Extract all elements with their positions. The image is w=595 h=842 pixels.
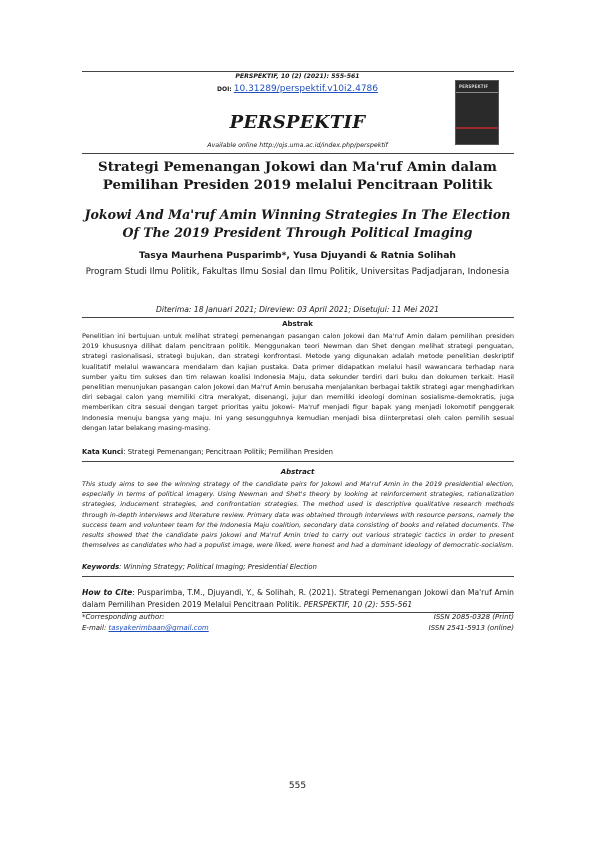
title-en-line2: Of The 2019 President Through Political Imaging	[122, 225, 473, 240]
corresponding-author: *Corresponding author:	[82, 613, 165, 621]
abstract-text-id: Penelitian ini bertujuan untuk melihat strategi pemenangan pasangan calon Jokowi dan Ma'ruf Amin dalam pemilihan presiden 2019 khususnya dilihat dalam pencitraan politik. Menggunakan teori Newman dan Shet dengan melihat strategi penguatan, strategi rasionalisasi, strategi bujukan, dan strategi konfrontasi. Metode yang digunakan adalah metode penelitian deskriptif kualitatif melalui wawancara mendalam dan kajian pustaka. Data primer didapatkan melalui hasil wawancara terhadap nara sumber yaitu tim sukses dan tim relawan koalisi Indonesia Maju, data sekunder terdiri dari buku dan dokumen terkait. Hasil penelitian menunjukan pasangan calon Jokowi dan Ma'ruf Amin berusaha menjalankan berbagai taktik strategi agar menghadirkan diri sebagai calon yang memiliki citra merakyat, disenangi, jujur dan memiliki ideologi dominan sosialisme-demokratis, juga memberikan citra sesuai dengan target prioritas yaitu Jokowi- Ma'ruf menjadi figur bapak yang menjadi lokomotif penggerak Indonesia menuju bangsa yang maju. Ini yang sesungguhnya kemudian menjadi bisa diinterpretasi oleh calon pemilih sesuai dengan latar belakang masing-masing.	[82, 332, 514, 432]
doi-label: DOI:	[216, 86, 232, 93]
abstract-heading-id: Abstrak	[282, 320, 313, 328]
abstract-text-en: This study aims to see the winning strategy of the candidate pairs for Jokowi and Ma'ruf Amin in the 2019 presidential election, especially in terms of political imagery. Using Newman and Shet's theory by looking at reinforcement strategies, rationalization strategies, inducement strategies, and confrontation strategies. The method used is descriptive qualitative research methods through in-depth interviews and literature review. Primary data was obtained through interviews with resource persons, namely the success team and volunteer team for the Indonesia Maju coalition, secondary data consisting of books and related documents. The results showed that the candidate pairs Jokowi and Ma'ruf Amin tried to carry out various strategic tactics in order to present themselves as candidates who had a populist image, were liked, were honest and had a dominant ideology of democratic-socialism.	[82, 480, 514, 550]
doi-link[interactable]: 10.31289/perspektif.v10i2.4786	[233, 84, 379, 94]
keywords-en	[82, 563, 514, 571]
cite-label: How to Cite	[82, 588, 133, 597]
email-line	[82, 624, 209, 632]
authors: Tasya Maurhena Pusparimb*, Yusa Djuyandi & Ratnia Solihah	[139, 250, 456, 261]
keywords-values-id: : Strategi Pemenangan; Pencitraan Politik; Pemilihan Presiden	[123, 448, 333, 456]
abstract-top-rule	[82, 317, 514, 318]
cite-text: : Pusparimba, T.M., Djuyandi, Y., & Solihah, R. (2021). Strategi Pemenangan Jokowi dan Ma'ruf Amin dalam Pemilihan Presiden 2019 Melalui Pencitraan Politik.	[82, 588, 514, 609]
journal-citation: PERSPEKTIF, 10 (2) (2021): 555-561	[235, 73, 360, 80]
cite-journal: PERSPEKTIF, 10 (2): 555-561	[303, 599, 413, 609]
cover-band	[456, 92, 498, 93]
keywords-label-id: Kata Kunci	[82, 448, 124, 456]
doi-line	[0, 84, 595, 94]
available-online[interactable]: Available online http://ojs.uma.ac.id/index.php/perspektif	[207, 142, 388, 149]
cover-title: PERSPEKTIF	[459, 84, 489, 89]
journal-name: PERSPEKTIF	[229, 112, 366, 133]
email-label: E-mail:	[82, 624, 107, 632]
citation-top-rule	[82, 576, 514, 577]
keywords-values-en: : Winning Strategy; Political Imaging; Presidential Election	[119, 563, 317, 571]
cover-stripe	[456, 127, 498, 129]
page-number: 555	[288, 781, 307, 791]
header-rule	[82, 153, 514, 154]
abstract-divider-rule	[82, 461, 514, 462]
issn-online: ISSN 2541-5913 (online)	[428, 624, 514, 632]
article-dates: Diterima: 18 Januari 2021; Direview: 03 April 2021; Disetujui: 11 Mei 2021	[156, 305, 439, 314]
abstract-heading-en: Abstract	[280, 468, 315, 476]
article-title-indonesian	[0, 158, 595, 194]
top-rule	[82, 71, 514, 72]
keywords-label-en: Keywords	[82, 563, 120, 571]
article-title-english	[0, 206, 595, 242]
how-to-cite	[82, 587, 514, 610]
title-en-line1: Jokowi And Ma'ruf Amin Winning Strategies In The Election	[84, 207, 511, 222]
journal-cover-image	[455, 80, 499, 145]
title-id-line2: Pemilihan Presiden 2019 melalui Pencitraan Politik	[102, 177, 493, 193]
affiliation: Program Studi Ilmu Politik, Fakultas Ilmu Sosial dan Ilmu Politik, Universitas Padjadjaran, Indonesia	[85, 267, 510, 277]
issn-print: ISSN 2085-0328 (Print)	[433, 613, 514, 621]
keywords-id	[82, 448, 514, 456]
email-link[interactable]: tasyakerimbaan@gmail.com	[108, 624, 209, 632]
title-id-line1: Strategi Pemenangan Jokowi dan Ma'ruf Amin dalam	[98, 159, 497, 175]
